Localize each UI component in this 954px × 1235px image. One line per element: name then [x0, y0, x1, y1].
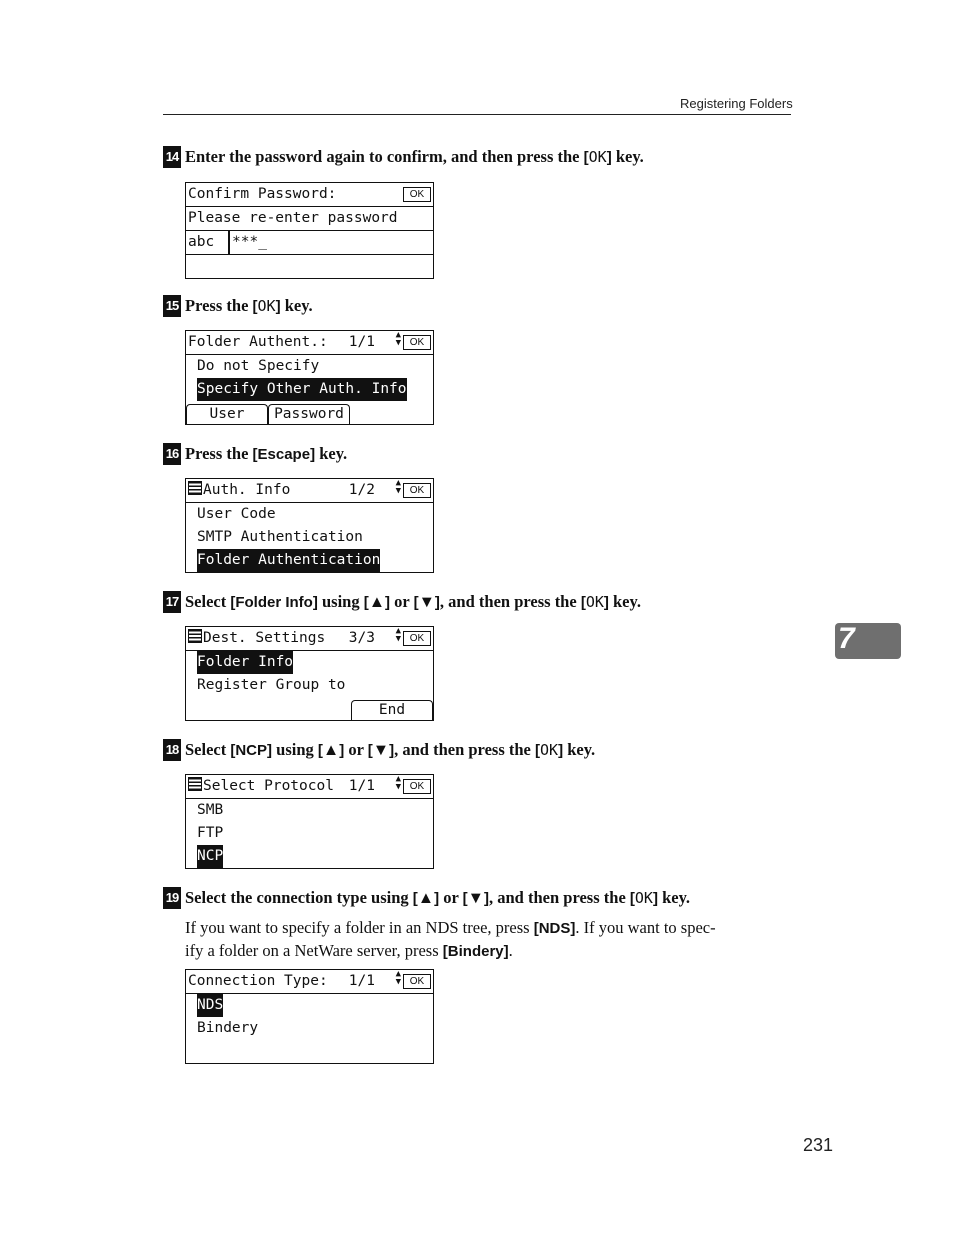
up-arrow-icon: ▲	[368, 593, 386, 611]
ok-key-label: OK	[257, 297, 276, 315]
menu-item[interactable]: SMB	[197, 802, 224, 818]
lcd-connection-type	[185, 969, 434, 1064]
password-input[interactable]: ***_	[232, 234, 267, 250]
nds-key-ref: [NDS]	[533, 920, 576, 937]
menu-item[interactable]: FTP	[197, 825, 224, 841]
menu-item[interactable]: SMTP Authentication	[197, 529, 363, 545]
ok-key-icon: OK	[403, 974, 431, 989]
ok-key-icon: OK	[403, 631, 431, 646]
page-indicator: 3/3	[348, 630, 375, 646]
page-indicator: 1/1	[348, 778, 375, 794]
menu-item[interactable]: User Code	[197, 506, 276, 522]
menu-list-icon	[188, 481, 202, 495]
up-down-arrows-icon: ▲ ▼	[395, 969, 401, 987]
chapter-number: 7	[838, 622, 855, 655]
lcd-select-protocol	[185, 774, 434, 869]
softkey-row	[186, 697, 433, 720]
ok-key-icon: OK	[403, 483, 431, 498]
lcd-title: Folder Authent.:	[188, 334, 328, 350]
down-arrow-icon: ▼	[467, 889, 484, 907]
lcd-message: Please re-enter password	[188, 210, 398, 226]
up-down-arrows-icon: ▲ ▼	[395, 330, 401, 348]
lcd-folder-authent	[185, 330, 434, 425]
step-number: 17	[163, 591, 181, 613]
chapter-tab	[835, 623, 901, 659]
step-number: 14	[163, 146, 181, 168]
lcd-title-row	[186, 479, 433, 503]
menu-item[interactable]: Register Group to	[197, 677, 346, 693]
menu-item-selected[interactable]: NDS	[186, 994, 433, 1017]
lcd-title: Select Protocol	[203, 778, 334, 794]
down-arrow-icon: ▼	[372, 741, 390, 759]
lcd-title: Auth. Info	[203, 482, 291, 498]
step-instruction: Press the [OK] key.	[185, 296, 313, 315]
up-arrow-icon: ▲	[322, 741, 340, 759]
step-19-explanation: If you want to specify a folder in an NDS tree, press [NDS]. If you want to spec- ify a folder on a NetWare server, press [Bindery].	[185, 918, 716, 960]
lcd-title: Dest. Settings	[203, 630, 326, 646]
up-down-arrows-icon: ▲ ▼	[395, 774, 401, 792]
menu-item[interactable]: Do not Specify	[197, 358, 320, 374]
ok-key-label: OK	[540, 741, 559, 759]
running-header: Registering Folders	[680, 96, 793, 111]
lcd-dest-settings	[185, 626, 434, 721]
step-instruction: Press the [Escape] key.	[185, 444, 348, 463]
lcd-title-row	[186, 775, 433, 799]
ok-key-label: OK	[634, 889, 653, 907]
softkey-user[interactable]: User	[186, 404, 268, 424]
menu-list-icon	[188, 629, 202, 643]
menu-item-ref: [Folder Info]	[230, 594, 318, 611]
menu-item-selected[interactable]: NCP	[186, 845, 433, 868]
ok-key-icon: OK	[403, 779, 431, 794]
down-arrow-icon: ▼	[418, 593, 435, 611]
step-instruction: Enter the password again to confirm, and then press the [OK] key.	[185, 147, 644, 166]
lcd-input-row	[186, 231, 433, 255]
lcd-title-row	[186, 970, 433, 994]
step-number: 19	[163, 887, 181, 909]
lcd-auth-info	[185, 478, 434, 573]
bindery-key-ref: [Bindery]	[442, 943, 509, 960]
lcd-confirm-password	[185, 182, 434, 279]
lcd-title: Connection Type:	[188, 973, 328, 989]
menu-item-selected[interactable]: Specify Other Auth. Info	[186, 378, 433, 401]
ok-key-label: OK	[588, 148, 607, 166]
up-down-arrows-icon: ▲ ▼	[395, 626, 401, 644]
lcd-title-row	[186, 331, 433, 355]
menu-item-selected[interactable]: Folder Authentication	[186, 549, 433, 572]
softkey-row	[186, 401, 433, 424]
lcd-title: Confirm Password:	[188, 186, 337, 202]
input-mode-label: abc	[188, 234, 215, 250]
step-instruction: Select the connection type using [▲] or [▼], and then press the [OK] key.	[185, 888, 691, 907]
ok-key-icon: OK	[403, 187, 431, 202]
lcd-title-row	[186, 183, 433, 207]
page-indicator: 1/2	[348, 482, 375, 498]
step-number: 15	[163, 295, 181, 317]
page-indicator: 1/1	[348, 973, 375, 989]
menu-item[interactable]: Bindery	[197, 1020, 259, 1036]
step-instruction: Select [Folder Info] using [▲] or [▼], and then press the [OK] key.	[185, 592, 641, 611]
step-instruction: Select [NCP] using [▲] or [▼], and then press the [OK] key.	[185, 740, 596, 759]
header-rule	[163, 114, 791, 115]
softkey-password[interactable]: Password	[268, 404, 350, 424]
menu-list-icon	[188, 777, 202, 791]
page-number: 231	[803, 1135, 834, 1155]
step-number: 18	[163, 739, 181, 761]
up-arrow-icon: ▲	[417, 889, 435, 907]
ok-key-label: OK	[585, 593, 604, 611]
up-down-arrows-icon: ▲ ▼	[395, 478, 401, 496]
softkey-end[interactable]: End	[351, 700, 433, 720]
menu-item-selected[interactable]: Folder Info	[186, 651, 433, 674]
lcd-title-row	[186, 627, 433, 651]
ok-key-icon: OK	[403, 335, 431, 350]
escape-key-label: Escape	[257, 446, 311, 463]
step-number: 16	[163, 443, 181, 465]
menu-item-ref: [NCP]	[230, 742, 273, 759]
page-indicator: 1/1	[348, 334, 375, 350]
